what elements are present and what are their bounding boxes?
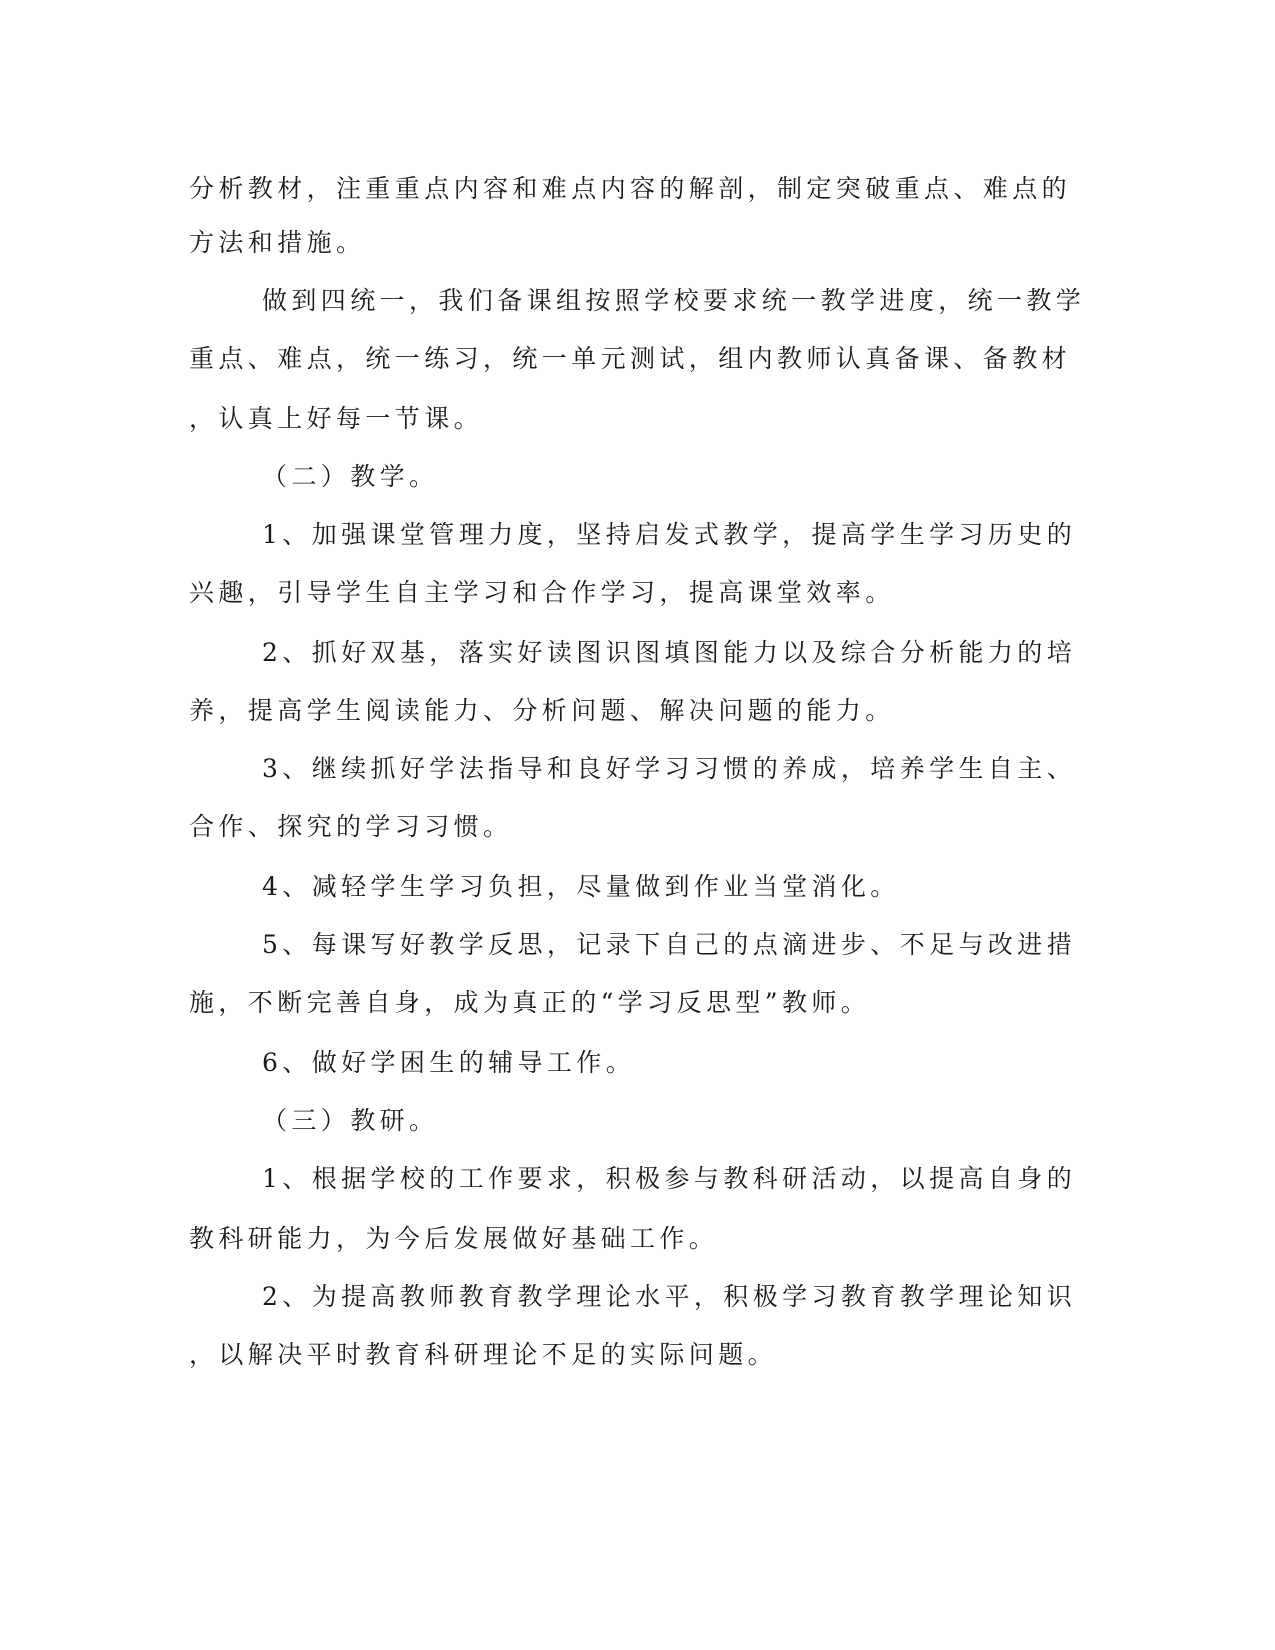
- text-line-8: 兴趣，引导学生自主学习和合作学习，提高课堂效率。: [189, 578, 895, 607]
- text-line-5: ，认真上好每一节课。: [189, 404, 484, 433]
- paragraph-start-line-3: 做到四统一，我们备课组按照学校要求统一教学进度，统一教学: [262, 286, 1086, 315]
- text-line-2: 方法和措施。: [189, 228, 366, 257]
- text-line-10: 养，提高学生阅读能力、分析问题、解决问题的能力。: [189, 696, 895, 725]
- text-line-4: 重点、难点，统一练习，统一单元测试，组内教师认真备课、备教材: [189, 344, 1072, 373]
- text-line-21: ，以解决平时教育科研理论不足的实际问题。: [189, 1340, 778, 1369]
- list-item-research-1: 1、根据学校的工作要求，积极参与教科研活动，以提高自身的: [262, 1164, 1077, 1193]
- list-item-research-2: 2、为提高教师教育教学理论水平，积极学习教育教学理论知识: [262, 1282, 1077, 1311]
- list-item-teaching-6: 6、做好学困生的辅导工作。: [262, 1048, 636, 1077]
- list-item-teaching-5: 5、每课写好教学反思，记录下自己的点滴进步、不足与改进措: [262, 930, 1077, 959]
- list-item-teaching-2: 2、抓好双基，落实好读图识图填图能力以及综合分析能力的培: [262, 638, 1077, 667]
- text-line-1: 分析教材，注重重点内容和难点内容的解剖，制定突破重点、难点的: [189, 174, 1072, 203]
- list-item-teaching-1: 1、加强课堂管理力度，坚持启发式教学，提高学生学习历史的: [262, 520, 1077, 549]
- text-line-15: 施，不断完善自身，成为真正的“学习反思型”教师。: [189, 988, 871, 1017]
- section-heading-research: （三）教研。: [262, 1106, 439, 1135]
- list-item-teaching-3: 3、继续抓好学法指导和良好学习习惯的养成，培养学生自主、: [262, 754, 1077, 783]
- text-line-12: 合作、探究的学习习惯。: [189, 812, 513, 841]
- list-item-teaching-4: 4、减轻学生学习负担，尽量做到作业当堂消化。: [262, 872, 900, 901]
- text-line-19: 教科研能力，为今后发展做好基础工作。: [189, 1224, 719, 1253]
- section-heading-teaching: （二）教学。: [262, 462, 439, 491]
